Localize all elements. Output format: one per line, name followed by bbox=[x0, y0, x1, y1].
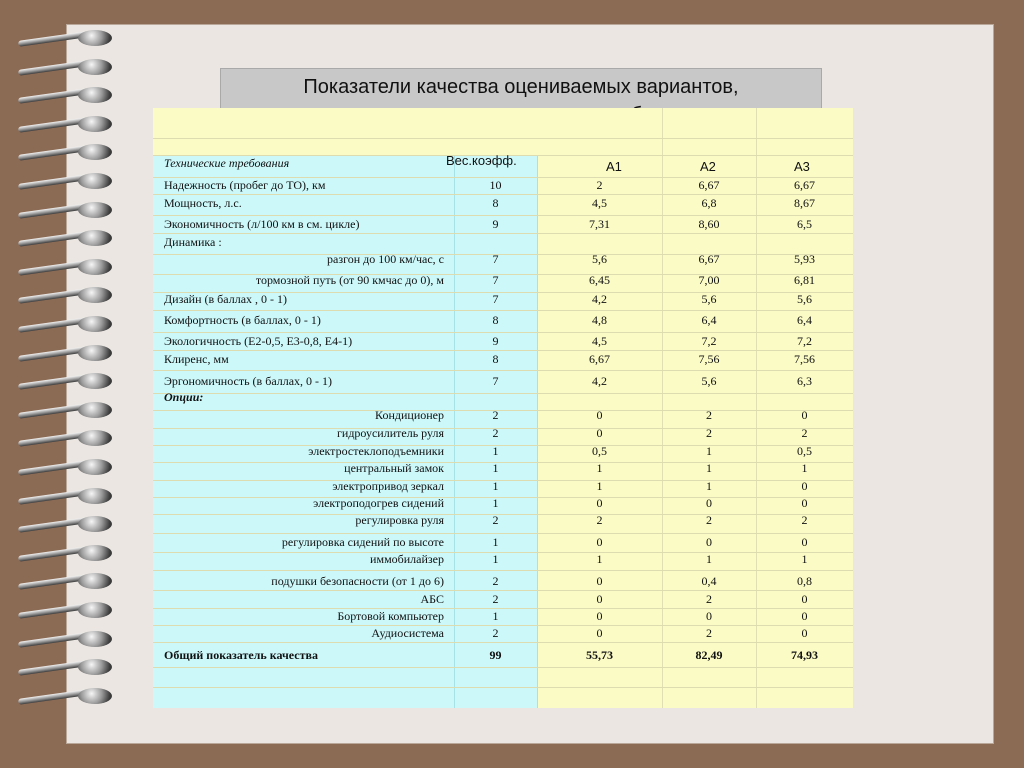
row-a3: 6,67 bbox=[794, 178, 815, 192]
row-label: тормозной путь (от 90 кмчас до 0), м bbox=[255, 273, 444, 287]
spiral-coil bbox=[18, 202, 110, 220]
row-weight: 99 bbox=[489, 648, 502, 662]
row-a1: 0,5 bbox=[592, 444, 607, 458]
row-a3: 5,6 bbox=[797, 292, 812, 306]
row-weight: 10 bbox=[489, 178, 502, 192]
row-a2: 5,6 bbox=[701, 292, 717, 306]
row-a2: 2 bbox=[706, 408, 712, 422]
row-weight: 2 bbox=[492, 408, 499, 422]
spiral-coil bbox=[18, 516, 110, 534]
row-weight: 2 bbox=[492, 592, 499, 606]
row-divider bbox=[153, 533, 853, 534]
row-a2: 8,60 bbox=[698, 217, 720, 231]
row-divider bbox=[153, 138, 853, 139]
row-a1: 0 bbox=[596, 592, 603, 606]
row-a2: 5,6 bbox=[701, 374, 717, 388]
row-weight: 1 bbox=[492, 479, 499, 493]
spiral-coil bbox=[18, 459, 110, 477]
row-weight: 8 bbox=[492, 352, 499, 366]
row-label: АБС bbox=[420, 592, 444, 606]
row-a1: 6,67 bbox=[589, 352, 610, 366]
row-a2: 6,67 bbox=[698, 178, 720, 192]
row-label: Эргономичность (в баллах, 0 - 1) bbox=[164, 374, 333, 388]
row-a1: 0 bbox=[596, 626, 603, 640]
row-weight: 8 bbox=[492, 196, 499, 210]
row-label: разгон до 100 км/час, с bbox=[327, 252, 444, 266]
row-a1: 6,45 bbox=[589, 273, 610, 287]
row-a2: 0 bbox=[706, 496, 712, 510]
row-a3: 1 bbox=[801, 552, 808, 566]
row-weight: 1 bbox=[492, 496, 499, 510]
header-a1: А1 bbox=[606, 159, 622, 174]
row-label: Экономичность (л/100 км в см. цикле) bbox=[164, 217, 360, 231]
row-a3: 0 bbox=[801, 479, 808, 493]
row-weight: 1 bbox=[492, 535, 499, 549]
row-a3: 0 bbox=[801, 626, 808, 640]
row-a2: 0,4 bbox=[701, 574, 717, 588]
spiral-coil bbox=[18, 631, 110, 649]
row-divider bbox=[153, 310, 853, 311]
row-label: Общий показатель качества bbox=[164, 648, 318, 662]
title-line-1: Показатели качества оцениваемых вариантов, bbox=[303, 76, 739, 98]
row-a2: 1 bbox=[706, 461, 712, 475]
spiral-coil bbox=[18, 116, 110, 134]
row-a2: 2 bbox=[706, 513, 712, 527]
row-a1: 1 bbox=[596, 461, 603, 475]
row-weight: 1 bbox=[492, 461, 499, 475]
row-label: центральный замок bbox=[344, 461, 444, 475]
header-a2: А2 bbox=[700, 159, 716, 174]
row-divider bbox=[153, 215, 853, 216]
row-weight: 2 bbox=[492, 626, 499, 640]
row-a3: 7,56 bbox=[794, 352, 815, 366]
spiral-coil bbox=[18, 602, 110, 620]
row-divider bbox=[153, 687, 853, 688]
row-a3: 6,4 bbox=[797, 313, 812, 327]
row-divider bbox=[153, 233, 853, 234]
row-label: Дизайн (в баллах , 0 - 1) bbox=[164, 292, 288, 306]
row-weight: 2 bbox=[492, 513, 499, 527]
row-label: Опции: bbox=[164, 390, 204, 404]
spiral-coil bbox=[18, 316, 110, 334]
row-a3: 2 bbox=[801, 513, 808, 527]
row-a1: 55,73 bbox=[586, 648, 613, 662]
row-a2: 0 bbox=[706, 535, 712, 549]
header-weight: Вес.коэфф. bbox=[446, 153, 517, 168]
row-a1: 0 bbox=[596, 609, 603, 623]
spiral-coil bbox=[18, 230, 110, 248]
row-a3: 6,3 bbox=[797, 374, 812, 388]
row-weight: 7 bbox=[492, 252, 499, 266]
row-a3: 0 bbox=[801, 592, 808, 606]
row-a1: 0 bbox=[596, 496, 603, 510]
header-requirements: Технические требования bbox=[164, 156, 290, 170]
spiral-coil bbox=[18, 345, 110, 363]
row-a1: 4,5 bbox=[592, 334, 607, 348]
row-weight: 2 bbox=[492, 426, 499, 440]
row-label: Комфортность (в баллах, 0 - 1) bbox=[164, 313, 321, 327]
row-a2: 7,56 bbox=[698, 352, 720, 366]
row-weight: 7 bbox=[492, 273, 499, 287]
row-label: гидроусилитель руля bbox=[336, 426, 444, 440]
spiral-coil bbox=[18, 173, 110, 191]
row-a3: 0,8 bbox=[797, 574, 812, 588]
row-label: электропривод зеркал bbox=[332, 479, 444, 493]
spiral-coil bbox=[18, 259, 110, 277]
row-a2: 6,4 bbox=[701, 313, 717, 327]
row-a1: 4,2 bbox=[592, 374, 607, 388]
row-a2: 0 bbox=[706, 609, 712, 623]
spiral-coil bbox=[18, 30, 110, 48]
row-a3: 0 bbox=[801, 535, 808, 549]
row-a3: 0,5 bbox=[797, 444, 812, 458]
row-a1: 5,6 bbox=[592, 252, 607, 266]
row-weight: 1 bbox=[492, 444, 499, 458]
row-a3: 0 bbox=[801, 609, 808, 623]
row-a2: 6,67 bbox=[698, 252, 720, 266]
row-a1: 1 bbox=[596, 552, 603, 566]
row-label: Клиренс, мм bbox=[164, 352, 229, 366]
spiral-coil bbox=[18, 430, 110, 448]
spiral-coil bbox=[18, 287, 110, 305]
row-divider bbox=[153, 570, 853, 571]
row-a3: 5,93 bbox=[794, 252, 815, 266]
row-a2: 6,8 bbox=[701, 196, 717, 210]
row-label: Бортовой компьютер bbox=[337, 609, 444, 623]
row-divider bbox=[153, 667, 853, 668]
header-a3: А3 bbox=[794, 159, 810, 174]
spiral-coil bbox=[18, 144, 110, 162]
row-weight: 8 bbox=[492, 313, 499, 327]
row-a1: 4,2 bbox=[592, 292, 607, 306]
row-a1: 4,8 bbox=[592, 313, 607, 327]
spiral-coil bbox=[18, 488, 110, 506]
row-label: Аудиосистема bbox=[371, 626, 444, 640]
row-a3: 6,5 bbox=[797, 217, 812, 231]
row-weight: 1 bbox=[492, 609, 499, 623]
row-a3: 74,93 bbox=[791, 648, 818, 662]
row-label: Кондиционер bbox=[375, 408, 444, 422]
row-a2: 7,2 bbox=[701, 334, 717, 348]
row-a3: 2 bbox=[801, 426, 808, 440]
row-a3: 0 bbox=[801, 496, 808, 510]
row-a2: 2 bbox=[706, 592, 712, 606]
row-weight: 7 bbox=[492, 374, 499, 388]
row-a1: 7,31 bbox=[589, 217, 610, 231]
spiral-coil bbox=[18, 59, 110, 77]
row-a2: 1 bbox=[706, 479, 712, 493]
row-weight: 1 bbox=[492, 552, 499, 566]
row-divider bbox=[153, 642, 853, 643]
row-label: иммобилайзер bbox=[370, 552, 444, 566]
row-weight: 2 bbox=[492, 574, 499, 588]
spiral-coil bbox=[18, 545, 110, 563]
row-divider bbox=[153, 332, 853, 333]
row-a1: 0 bbox=[596, 426, 603, 440]
row-label: Динамика : bbox=[164, 235, 222, 249]
row-a2: 7,00 bbox=[698, 273, 720, 287]
row-label: подушки безопасности (от 1 до 6) bbox=[271, 574, 444, 588]
row-label: Мощность, л.с. bbox=[164, 196, 242, 210]
spiral-coil bbox=[18, 87, 110, 105]
row-label: Экологичность (Е2-0,5, Е3-0,8, Е4-1) bbox=[164, 334, 353, 348]
row-label: регулировка сидений по высоте bbox=[281, 535, 444, 549]
row-divider bbox=[153, 350, 853, 351]
row-divider bbox=[153, 590, 853, 591]
row-label: электроподогрев сидений bbox=[313, 496, 444, 510]
spiral-coil bbox=[18, 573, 110, 591]
row-weight: 7 bbox=[492, 292, 499, 306]
row-a2: 2 bbox=[706, 426, 712, 440]
spiral-coil bbox=[18, 659, 110, 677]
row-a1: 2 bbox=[596, 178, 603, 192]
row-a3: 0 bbox=[801, 408, 808, 422]
row-a1: 1 bbox=[596, 479, 603, 493]
row-weight: 9 bbox=[492, 334, 499, 348]
row-a1: 0 bbox=[596, 535, 603, 549]
row-a2: 82,49 bbox=[695, 648, 723, 662]
spiral-coil bbox=[18, 373, 110, 391]
row-a2: 1 bbox=[706, 552, 712, 566]
row-divider bbox=[153, 393, 853, 394]
row-a2: 1 bbox=[706, 444, 712, 458]
row-weight: 9 bbox=[492, 217, 499, 231]
row-a3: 6,81 bbox=[794, 273, 815, 287]
row-a1: 0 bbox=[596, 574, 603, 588]
spiral-coil bbox=[18, 402, 110, 420]
row-a2: 2 bbox=[706, 626, 712, 640]
row-a3: 7,2 bbox=[797, 334, 812, 348]
row-a3: 1 bbox=[801, 461, 808, 475]
row-a1: 4,5 bbox=[592, 196, 607, 210]
row-a1: 2 bbox=[596, 513, 603, 527]
row-a3: 8,67 bbox=[794, 196, 815, 210]
row-divider bbox=[153, 194, 853, 195]
row-divider bbox=[153, 370, 853, 371]
spiral-binding bbox=[0, 8, 110, 754]
row-label: электростеклоподъемники bbox=[308, 444, 444, 458]
row-a1: 0 bbox=[596, 408, 603, 422]
row-label: Надежность (пробег до ТО), км bbox=[164, 178, 326, 192]
spiral-coil bbox=[18, 688, 110, 706]
row-label: регулировка руля bbox=[355, 513, 444, 527]
